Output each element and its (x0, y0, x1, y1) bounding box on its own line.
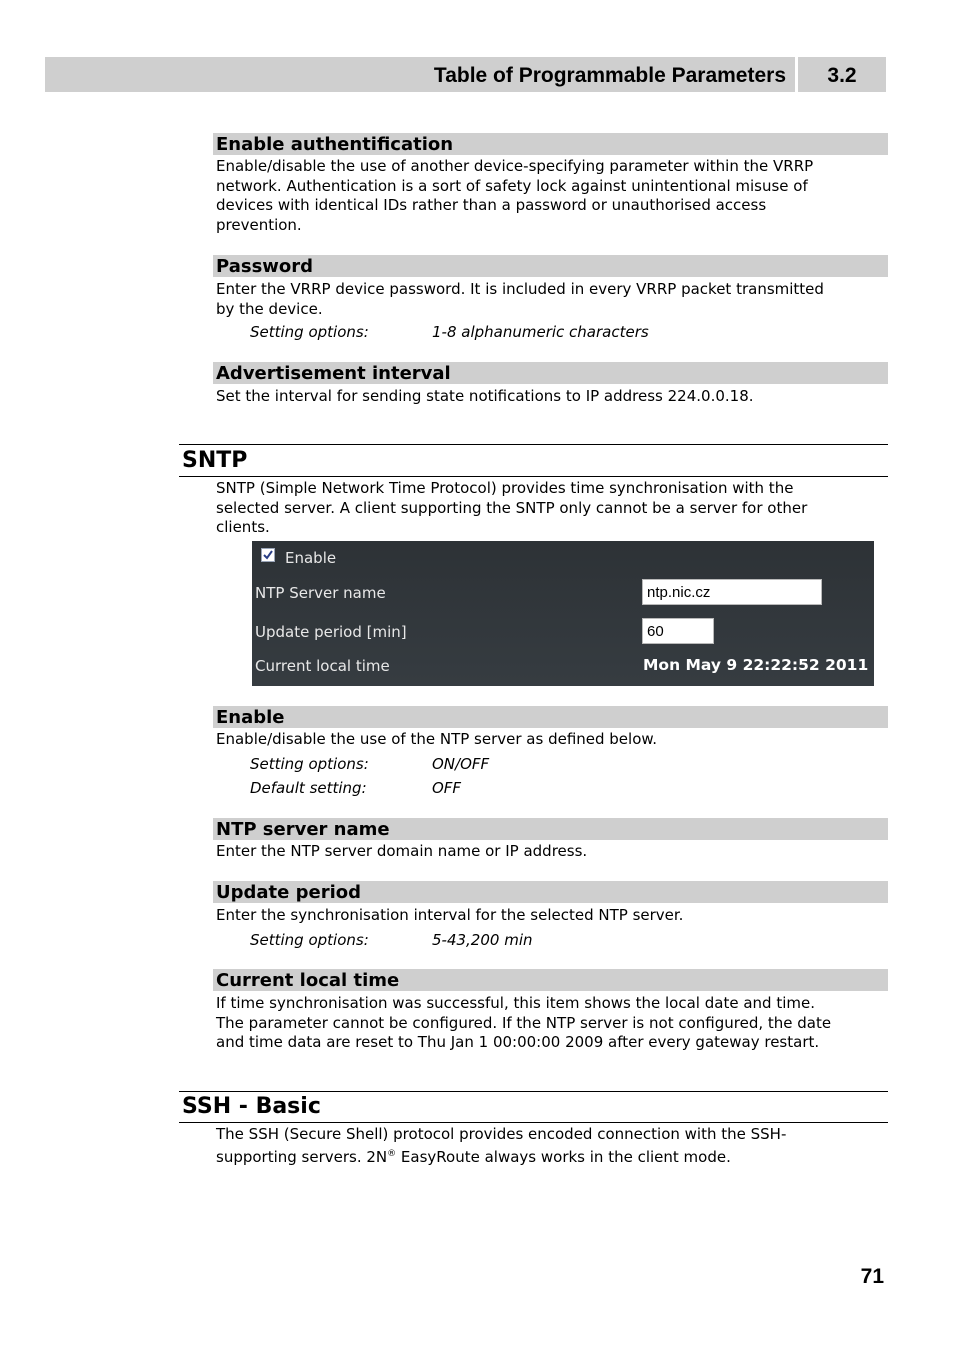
param-heading-ntp-server-name: NTP server name (213, 818, 888, 840)
param-description (216, 387, 884, 407)
checkmark-icon (262, 549, 274, 561)
text-line: selected server. A client supporting the SNTP only cannot be a server for other (216, 498, 808, 517)
enable-label: Enable (285, 549, 337, 567)
section-rule-bottom (179, 476, 888, 477)
ntp-server-input[interactable]: ntp.nic.cz (642, 579, 822, 605)
text-line: by the device. (216, 299, 323, 318)
text-line: prevention. (216, 215, 302, 234)
param-description (216, 994, 884, 1053)
chapter-header (45, 57, 886, 92)
chapter-title: Table of Programmable Parameters (433, 64, 786, 87)
option-value: 1-8 alphanumeric characters (432, 323, 649, 341)
param-heading-advertisement-interval: Advertisement interval (213, 362, 888, 384)
param-heading-enable: Enable (213, 706, 888, 728)
update-period-input[interactable]: 60 (642, 618, 714, 644)
param-description (216, 842, 884, 862)
text-fragment: EasyRoute always works in the client mode. (396, 1147, 731, 1166)
text-line: Set the interval for sending state notifications to IP address 224.0.0.18. (216, 387, 754, 405)
chapter-number: 3.2 (827, 64, 857, 87)
current-time-label: Current local time (255, 657, 390, 675)
enable-checkbox[interactable] (261, 548, 275, 562)
text-line: Enter the synchronisation interval for the selected NTP server. (216, 906, 684, 924)
param-heading-current-local-time: Current local time (213, 969, 888, 991)
ntp-server-label: NTP Server name (255, 584, 386, 602)
text-line: Enable/disable the use of the NTP server as defined below. (216, 730, 658, 748)
param-description (216, 157, 884, 235)
text-line: network. Authentication is a sort of safety lock against unintentional misuse of (216, 176, 808, 195)
text-line: The SSH (Secure Shell) protocol provides encoded connection with the SSH- (216, 1125, 787, 1143)
text-line (216, 1145, 884, 1168)
page-number: 71 (860, 1265, 884, 1288)
section-title-ssh-basic: SSH - Basic (182, 1094, 321, 1119)
section-rule-top (179, 444, 888, 445)
text-fragment: supporting servers. 2N (216, 1147, 388, 1166)
text-line: and time data are reset to Thu Jan 1 00:00:00 2009 after every gateway restart. (216, 1033, 820, 1051)
text-line: Enable/disable the use of another device-specifying parameter within the VRRP (216, 157, 814, 175)
option-label: Setting options: (250, 755, 369, 773)
option-value: ON/OFF (432, 755, 490, 773)
param-description (216, 730, 884, 750)
text-line: devices with identical IDs rather than a password or unauthorised access (216, 196, 767, 214)
text-line: The parameter cannot be configured. If the NTP server is not configured, the date (216, 1013, 832, 1032)
param-heading-update-period: Update period (213, 881, 888, 903)
option-value: OFF (432, 779, 462, 797)
option-value: 5-43,200 min (432, 931, 533, 949)
option-label: Setting options: (250, 931, 369, 949)
section-rule-bottom (179, 1122, 888, 1123)
text-line: SNTP (Simple Network Time Protocol) provides time synchronisation with the (216, 479, 794, 497)
sntp-settings-panel (252, 541, 874, 686)
section-intro (216, 1125, 884, 1167)
text-line: clients. (216, 518, 270, 536)
registered-mark: ® (387, 1148, 397, 1159)
section-title-sntp: SNTP (182, 448, 248, 473)
update-period-label: Update period [min] (255, 623, 407, 641)
option-label: Setting options: (250, 323, 369, 341)
option-label: Default setting: (250, 779, 367, 797)
text-line: Enter the NTP server domain name or IP address. (216, 842, 588, 860)
param-description (216, 906, 884, 926)
section-intro (216, 479, 884, 538)
text-line: Enter the VRRP device password. It is included in every VRRP packet transmitted (216, 280, 824, 298)
param-heading-enable-authentification: Enable authentification (213, 133, 888, 155)
current-time-value: Mon May 9 22:22:52 2011 (643, 656, 869, 674)
text-line: If time synchronisation was successful, this item shows the local date and time. (216, 994, 815, 1012)
param-heading-password: Password (213, 255, 888, 277)
param-description (216, 280, 884, 319)
